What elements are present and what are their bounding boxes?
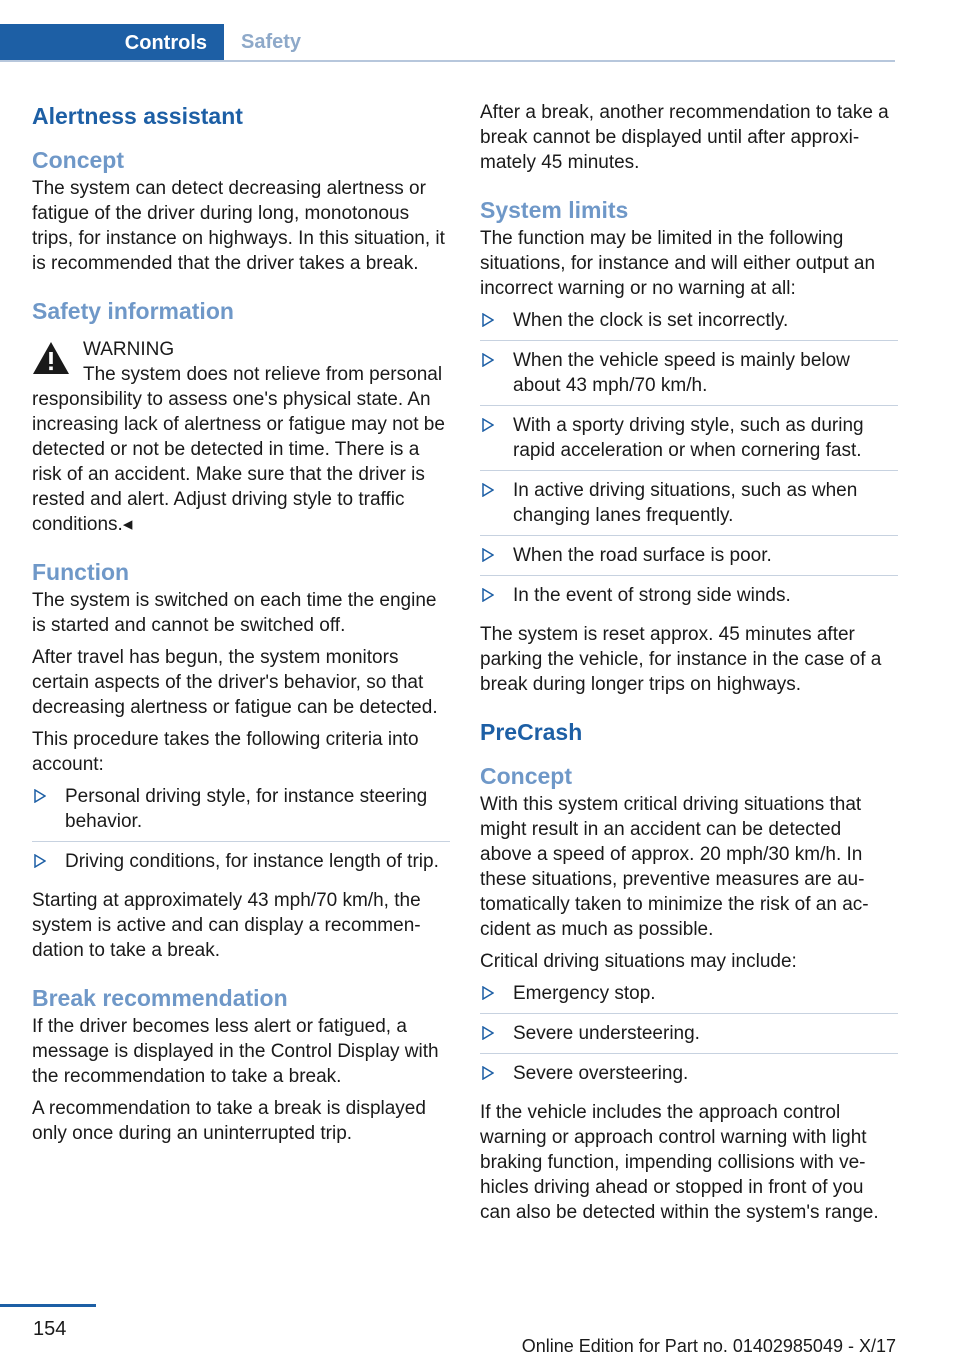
warning-label: WARNING bbox=[83, 339, 175, 360]
bullet-triangle-icon bbox=[482, 313, 494, 327]
bullet-triangle-icon bbox=[482, 548, 494, 562]
bullet-triangle-icon bbox=[482, 1026, 494, 1040]
break-section bbox=[32, 982, 450, 1146]
warning-text: The system does not relieve from personal responsibility to assess one's physical state. An increasing lack of alertness or fatigue may not be detected or not be detected in time. There is a risk of an accident. Make sure that the driver is rested and alert. Adjust driving style to traffic conditions.◂ bbox=[32, 364, 445, 535]
break-p3: After a break, another recommendation to take a break cannot be displayed until after approximately 45 minutes. bbox=[480, 102, 889, 173]
function-p3: This procedure takes the following criteria into account: bbox=[32, 729, 419, 775]
bullet-triangle-icon bbox=[482, 418, 494, 432]
section-tabbar bbox=[0, 24, 895, 62]
list-item: When the clock is set incorrectly. bbox=[480, 308, 898, 340]
precrash-concept-heading: Concept bbox=[480, 763, 572, 789]
limits-list bbox=[480, 308, 898, 615]
safety-heading: Safety information bbox=[32, 298, 234, 324]
footer-accent-bar bbox=[0, 1304, 96, 1307]
section-title-precrash: PreCrash bbox=[480, 719, 583, 745]
bullet-triangle-icon bbox=[482, 1066, 494, 1080]
tab-controls[interactable]: Controls bbox=[0, 24, 224, 62]
bullet-triangle-icon bbox=[34, 789, 46, 803]
precrash-p1: With this system critical driving situations that might result in an accident can be detected above a speed of approx. 20 mph/30 km/h. In these situations, preventive measures are automatically taken to minimize the risk of an accident as much as possible. bbox=[480, 794, 869, 940]
concept-text: The system can detect decreasing alertness or fatigue of the driver during long, monotonous trips, for instance on highways. In this situation, it is recommended that the driver takes a break. bbox=[32, 178, 445, 274]
concept-section bbox=[32, 144, 450, 276]
right-column bbox=[480, 100, 898, 1232]
concept-heading: Concept bbox=[32, 147, 124, 173]
limits-section bbox=[480, 194, 898, 697]
bullet-triangle-icon bbox=[482, 353, 494, 367]
list-item: With a sporty driving style, such as during rapid acceleration or when cornering fast. bbox=[480, 405, 898, 470]
bullet-triangle-icon bbox=[482, 483, 494, 497]
warning-triangle-icon bbox=[32, 341, 70, 375]
list-item: Severe understeering. bbox=[480, 1013, 898, 1053]
limits-p1: The function may be limited in the following situations, for instance and will either output an incorrect warning or no warning at all: bbox=[480, 228, 876, 299]
tab-safety[interactable]: Safety bbox=[241, 30, 302, 53]
list-item: When the road surface is poor. bbox=[480, 535, 898, 575]
function-p1: The system is switched on each time the engine is started and cannot be switched off. bbox=[32, 590, 437, 636]
tab-divider bbox=[0, 60, 895, 62]
precrash-p2: Critical driving situations may include: bbox=[480, 951, 797, 972]
break-heading: Break recommendation bbox=[32, 985, 288, 1011]
page-number: 154 bbox=[33, 1318, 67, 1340]
edition-note: Online Edition for Part no. 01402985049 - X/17 bbox=[521, 1336, 896, 1356]
situations-list bbox=[480, 981, 898, 1093]
break-p1: If the driver becomes less alert or fatigued, a message is displayed in the Control Display with the recommendation to take a break. bbox=[32, 1016, 439, 1087]
bullet-triangle-icon bbox=[482, 588, 494, 602]
criteria-list bbox=[32, 784, 450, 881]
list-item: In active driving situations, such as when changing lanes frequently. bbox=[480, 470, 898, 535]
left-column bbox=[32, 100, 450, 1153]
warning-block bbox=[32, 337, 450, 537]
bullet-triangle-icon bbox=[482, 986, 494, 1000]
list-item: Personal driving style, for instance steering behavior. bbox=[32, 784, 450, 841]
limits-p2: The system is reset approx. 45 minutes after parking the vehicle, for instance in the case of a break during longer trips on highways. bbox=[480, 624, 882, 695]
precrash-section bbox=[480, 716, 898, 1225]
function-section bbox=[32, 556, 450, 963]
break-p2: A recommendation to take a break is displayed only once during an uninterrupted trip. bbox=[32, 1098, 426, 1144]
list-item: In the event of strong side winds. bbox=[480, 575, 898, 615]
list-item: Severe oversteering. bbox=[480, 1053, 898, 1093]
section-title-alertness: Alertness assistant bbox=[32, 103, 243, 129]
limits-heading: System limits bbox=[480, 197, 629, 223]
list-item: Driving conditions, for instance length of trip. bbox=[32, 841, 450, 881]
precrash-p3: If the vehicle includes the approach control warning or approach control warning with light braking function, impending collisions with vehicles driving ahead or stopped in front of you can also be detected within the system's range. bbox=[480, 1102, 879, 1223]
list-item: Emergency stop. bbox=[480, 981, 898, 1013]
function-p2: After travel has begun, the system monitors certain aspects of the driver's behavior, so that decreasing alertness or fatigue can be detected. bbox=[32, 647, 438, 718]
safety-section bbox=[32, 295, 450, 537]
list-item: When the vehicle speed is mainly below about 43 mph/70 km/h. bbox=[480, 340, 898, 405]
function-p4: Starting at approximately 43 mph/70 km/h, the system is active and can display a recommendation to take a break. bbox=[32, 890, 421, 961]
function-heading: Function bbox=[32, 559, 130, 585]
bullet-triangle-icon bbox=[34, 854, 46, 868]
